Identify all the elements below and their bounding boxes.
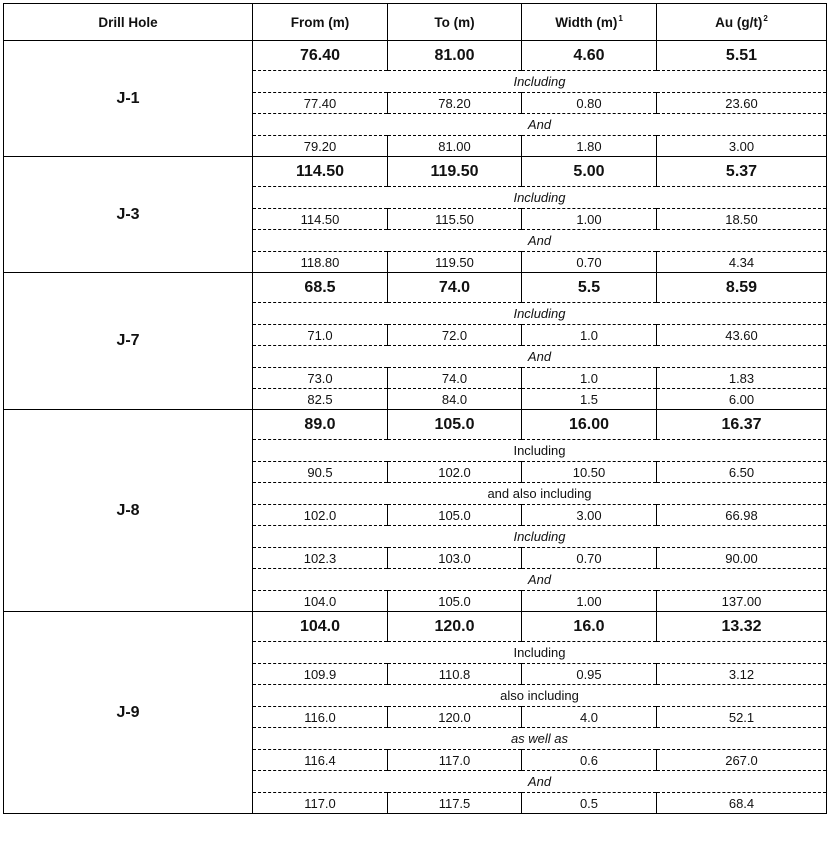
interval-label: also including bbox=[253, 685, 827, 707]
au-cell: 8.59 bbox=[657, 273, 827, 303]
to-cell: 105.0 bbox=[388, 591, 522, 612]
table-body bbox=[4, 41, 827, 814]
from-cell: 76.40 bbox=[253, 41, 388, 71]
from-cell: 71.0 bbox=[253, 325, 388, 346]
au-cell: 68.4 bbox=[657, 793, 827, 814]
from-cell: 114.50 bbox=[253, 157, 388, 187]
to-cell: 120.0 bbox=[388, 612, 522, 642]
au-cell: 43.60 bbox=[657, 325, 827, 346]
width-footnote-marker: 1 bbox=[618, 14, 623, 23]
interval-label: And bbox=[253, 346, 827, 368]
to-cell: 120.0 bbox=[388, 707, 522, 728]
au-cell: 18.50 bbox=[657, 209, 827, 230]
width-cell: 0.70 bbox=[522, 252, 657, 273]
to-cell: 78.20 bbox=[388, 93, 522, 114]
width-cell: 5.00 bbox=[522, 157, 657, 187]
header-au: Au $(g/t)^2$ bbox=[657, 4, 827, 41]
header-from: From (m) bbox=[253, 4, 388, 41]
to-cell: 81.00 bbox=[388, 41, 522, 71]
to-cell: 119.50 bbox=[388, 157, 522, 187]
from-cell: 102.0 bbox=[253, 505, 388, 526]
width-cell: 1.00 bbox=[522, 209, 657, 230]
from-cell: 114.50 bbox=[253, 209, 388, 230]
from-cell: 116.4 bbox=[253, 750, 388, 771]
width-cell: 1.80 bbox=[522, 136, 657, 157]
au-cell: 6.50 bbox=[657, 462, 827, 483]
au-cell: 13.32 bbox=[657, 612, 827, 642]
header-to: To (m) bbox=[388, 4, 522, 41]
au-cell: 66.98 bbox=[657, 505, 827, 526]
drill-hole-name: J-1 bbox=[4, 41, 253, 157]
width-cell: 0.95 bbox=[522, 664, 657, 685]
interval-label: And bbox=[253, 569, 827, 591]
hole-summary-row bbox=[4, 273, 827, 303]
from-cell: 116.0 bbox=[253, 707, 388, 728]
to-cell: 117.0 bbox=[388, 750, 522, 771]
width-cell: 0.5 bbox=[522, 793, 657, 814]
from-cell: 82.5 bbox=[253, 389, 388, 410]
au-cell: 3.12 bbox=[657, 664, 827, 685]
interval-label: And bbox=[253, 114, 827, 136]
to-cell: 103.0 bbox=[388, 548, 522, 569]
au-cell: 3.00 bbox=[657, 136, 827, 157]
width-cell: 16.0 bbox=[522, 612, 657, 642]
to-cell: 72.0 bbox=[388, 325, 522, 346]
from-cell: 104.0 bbox=[253, 591, 388, 612]
au-cell: 5.37 bbox=[657, 157, 827, 187]
from-cell: 117.0 bbox=[253, 793, 388, 814]
to-cell: 105.0 bbox=[388, 505, 522, 526]
au-cell: 1.83 bbox=[657, 368, 827, 389]
drill-hole-name: J-8 bbox=[4, 410, 253, 612]
interval-label: Including bbox=[253, 526, 827, 548]
to-cell: 74.0 bbox=[388, 273, 522, 303]
au-cell: 137.00 bbox=[657, 591, 827, 612]
to-cell: 110.8 bbox=[388, 664, 522, 685]
au-cell: 267.0 bbox=[657, 750, 827, 771]
width-cell: 1.0 bbox=[522, 368, 657, 389]
width-cell: 0.70 bbox=[522, 548, 657, 569]
to-cell: 84.0 bbox=[388, 389, 522, 410]
to-cell: 117.5 bbox=[388, 793, 522, 814]
interval-label: And bbox=[253, 771, 827, 793]
interval-label: Including bbox=[253, 642, 827, 664]
from-cell: 104.0 bbox=[253, 612, 388, 642]
au-cell: 52.1 bbox=[657, 707, 827, 728]
hole-summary-row bbox=[4, 410, 827, 440]
from-cell: 68.5 bbox=[253, 273, 388, 303]
interval-label: Including bbox=[253, 303, 827, 325]
header-row bbox=[4, 4, 827, 41]
from-cell: 73.0 bbox=[253, 368, 388, 389]
from-cell: 79.20 bbox=[253, 136, 388, 157]
header-drill-hole: Drill Hole bbox=[4, 4, 253, 41]
width-cell: 0.6 bbox=[522, 750, 657, 771]
au-cell: 5.51 bbox=[657, 41, 827, 71]
header-width: Width $(m)^1$ bbox=[522, 4, 657, 41]
width-cell: 3.00 bbox=[522, 505, 657, 526]
drill-hole-name: J-7 bbox=[4, 273, 253, 410]
au-cell: 4.34 bbox=[657, 252, 827, 273]
hole-summary-row bbox=[4, 157, 827, 187]
to-cell: 74.0 bbox=[388, 368, 522, 389]
drill-hole-name: J-9 bbox=[4, 612, 253, 814]
from-cell: 89.0 bbox=[253, 410, 388, 440]
width-cell: 1.5 bbox=[522, 389, 657, 410]
interval-label: Including bbox=[253, 440, 827, 462]
au-cell: 23.60 bbox=[657, 93, 827, 114]
to-cell: 102.0 bbox=[388, 462, 522, 483]
from-cell: 102.3 bbox=[253, 548, 388, 569]
from-cell: 77.40 bbox=[253, 93, 388, 114]
from-cell: 90.5 bbox=[253, 462, 388, 483]
drill-hole-name: J-3 bbox=[4, 157, 253, 273]
width-cell: 16.00 bbox=[522, 410, 657, 440]
au-cell: 90.00 bbox=[657, 548, 827, 569]
to-cell: 115.50 bbox=[388, 209, 522, 230]
interval-label: Including bbox=[253, 71, 827, 93]
to-cell: 119.50 bbox=[388, 252, 522, 273]
width-cell: 1.0 bbox=[522, 325, 657, 346]
au-cell: 16.37 bbox=[657, 410, 827, 440]
width-cell: 1.00 bbox=[522, 591, 657, 612]
interval-label: and also including bbox=[253, 483, 827, 505]
drill-results-table bbox=[3, 3, 827, 814]
from-cell: 109.9 bbox=[253, 664, 388, 685]
width-cell: 4.60 bbox=[522, 41, 657, 71]
to-cell: 105.0 bbox=[388, 410, 522, 440]
hole-summary-row bbox=[4, 612, 827, 642]
au-cell: 6.00 bbox=[657, 389, 827, 410]
width-cell: 0.80 bbox=[522, 93, 657, 114]
au-footnote-marker: 2 bbox=[763, 14, 768, 23]
interval-label: Including bbox=[253, 187, 827, 209]
width-cell: 10.50 bbox=[522, 462, 657, 483]
width-cell: 4.0 bbox=[522, 707, 657, 728]
from-cell: 118.80 bbox=[253, 252, 388, 273]
interval-label: as well as bbox=[253, 728, 827, 750]
interval-label: And bbox=[253, 230, 827, 252]
to-cell: 81.00 bbox=[388, 136, 522, 157]
width-cell: 5.5 bbox=[522, 273, 657, 303]
hole-summary-row bbox=[4, 41, 827, 71]
